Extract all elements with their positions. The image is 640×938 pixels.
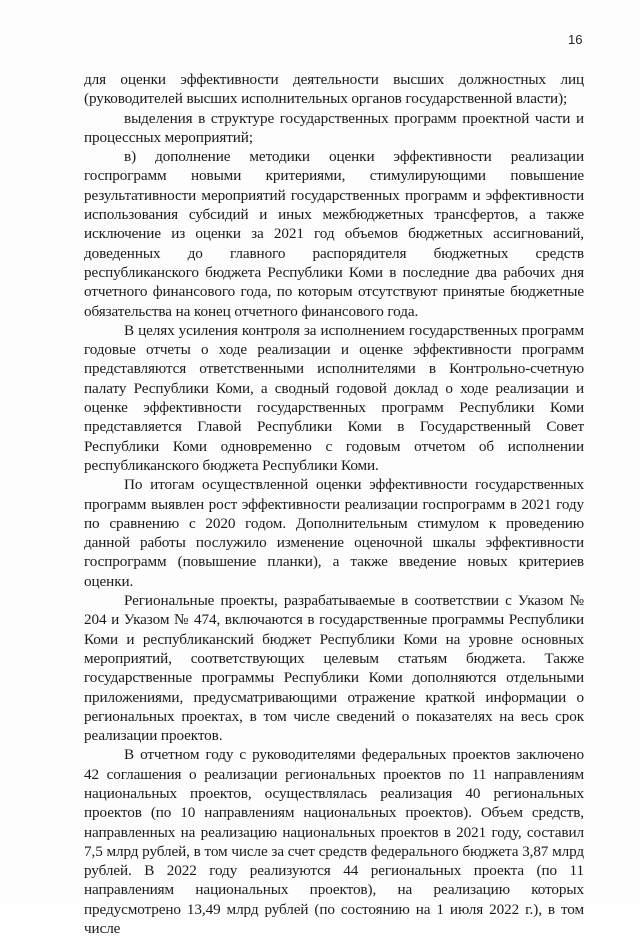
document-body bbox=[84, 70, 584, 938]
page-number: 16 bbox=[568, 32, 583, 47]
paragraph-5: По итогам осуществленной оценки эффективности государственных программ выявлен рост эффективности реализации госпрограмм в 2021 году по сравнению с 2020 годом. Дополнительным стимулом к проведению данной работы послужило изменение оценочной шкалы эффективности госпрограмм (повышение планки), а также введение новых критериев оценки. bbox=[84, 476, 584, 590]
paragraph-6: Региональные проекты, разрабатываемые в соответствии с Указом № 204 и Указом № 474, включаются в государственные программы Республики Коми и республиканский бюджет Республики Коми на уровне основных мероприятий, соответствующих целевым статьям бюджета. Также государственные программы Республики Коми дополняются отдельными приложениями, предусматривающими отражение краткой информации о региональных проектах, в том числе сведений о показателях на весь срок реализации проектов. bbox=[84, 592, 584, 745]
paragraph-7: В отчетном году с руководителями федеральных проектов заключено 42 соглашения о реализации региональных проектов по 11 направлениям национальных проектов, осуществлялась реализация 40 региональных проектов (по 10 направлениям национальных проектов). Объем средств, направленных на реализацию национальных проектов в 2021 году, составил 7,5 млрд рублей, в том числе за счет средств федерального бюджета 3,87 млрд рублей. В 2022 году реализуются 44 региональных проекта (по 11 направлениям национальных проектов), на реализацию которых предусмотрено 13,49 млрд рублей (по состоянию на 1 июля 2022 г.), в том числе bbox=[84, 746, 584, 938]
paragraph-3: в) дополнение методики оценки эффективности реализации госпрограмм новыми критериями, стимулирующими повышение результативности мероприятий государственных программ и эффективности использования субсидий и иных межбюджетных трансфертов, а также исключение из оценки за 2021 год объемов бюджетных ассигнований, доведенных до главного распорядителя бюджетных средств республиканского бюджета Республики Коми в последние два рабочих дня отчетного финансового года, по которым отсутствуют принятые бюджетные обязательства на конец отчетного финансового года. bbox=[84, 148, 584, 320]
paragraph-4: В целях усиления контроля за исполнением государственных программ годовые отчеты о ходе реализации и оценке эффективности программ представляются ответственными исполнителями в Контрольно-счетную палату Республики Коми, а сводный годовой доклад о ходе реализации и оценке эффективности государственных программ Республики Коми представляется Главой Республики Коми в Государственный Совет Республики Коми одновременно с годовым отчетом об исполнении республиканского бюджета Республики Коми. bbox=[84, 321, 584, 474]
paragraph-1: для оценки эффективности деятельности высших должностных лиц (руководителей высших исполнительных органов государственной власти); bbox=[84, 71, 584, 108]
paragraph-2: выделения в структуре государственных программ проектной части и процессных мероприятий; bbox=[84, 109, 584, 146]
